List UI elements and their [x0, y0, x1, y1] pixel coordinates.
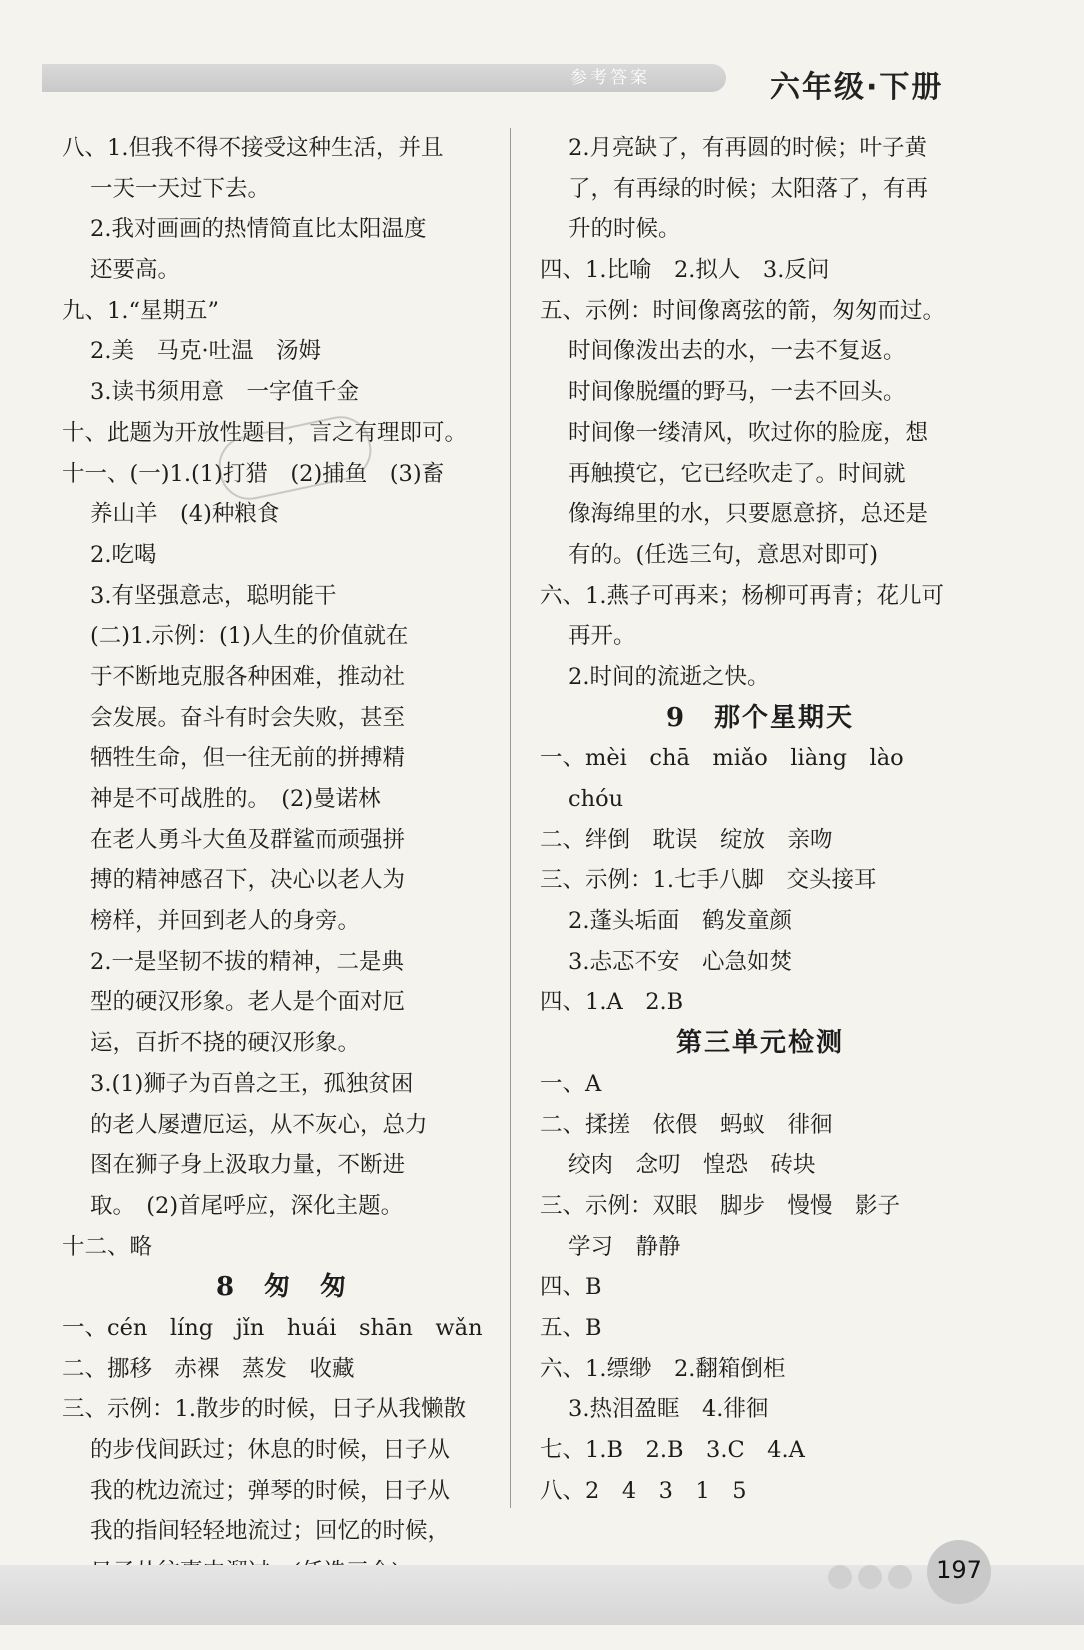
answer-line: 图在狮子身上汲取力量，不断进	[90, 1152, 406, 1179]
answer-line: chóu	[568, 786, 624, 812]
answer-line: 七、1.B 2.B 3.C 4.A	[540, 1437, 805, 1463]
answer-line: 的步伐间跃过；休息的时候，日子从	[90, 1437, 451, 1463]
answer-line: 时间像泼出去的水，一去不复返。	[568, 338, 906, 365]
answer-line: 养山羊 (4)种粮食	[90, 501, 280, 528]
header-tag: 参考答案	[570, 68, 650, 88]
answer-line: 于不断地克服各种困难，推动社	[90, 663, 406, 690]
answer-line: 运，百折不挠的硬汉形象。	[90, 1030, 361, 1057]
answer-line: 再开。	[568, 623, 636, 650]
answer-line: 一天一天过下去。	[90, 175, 271, 202]
answer-line: 在老人勇斗大鱼及群鲨而顽强拼	[90, 826, 406, 853]
answer-line: 3.热泪盈眶 4.徘徊	[568, 1396, 769, 1423]
section-heading: 8 匆 匆	[215, 1272, 349, 1303]
answer-line: 时间像一缕清风，吹过你的脸庞，想	[568, 419, 929, 446]
answer-line: 四、1.A 2.B	[540, 989, 684, 1016]
answer-line: 有的。(任选三句，意思对即可)	[568, 541, 879, 568]
footer-dot	[858, 1565, 882, 1589]
answer-line: 3.有坚强意志，聪明能干	[90, 582, 337, 609]
answer-line: 一、cén líng jǐn huái shān wǎn	[62, 1314, 483, 1341]
answer-line: 六、1.缥缈 2.翻箱倒柜	[540, 1355, 786, 1382]
answer-line: 九、1.“星期五”	[62, 297, 219, 324]
answer-line: 十二、略	[62, 1233, 153, 1260]
answer-line: 像海绵里的水，只要愿意挤，总还是	[568, 501, 929, 528]
answer-line: 3.忐忑不安 心急如焚	[568, 948, 792, 975]
answer-line: 八、2 4 3 1 5	[540, 1477, 747, 1504]
answer-line: 五、示例：时间像离弦的箭，匆匆而过。	[540, 297, 946, 324]
page-number: 197	[936, 1556, 982, 1584]
answer-line: 二、绊倒 耽误 绽放 亲吻	[540, 826, 833, 853]
answer-line: 四、1.比喻 2.拟人 3.反问	[540, 257, 830, 284]
answer-line: 取。 (2)首尾呼应，深化主题。	[90, 1192, 404, 1219]
footer-band	[0, 1565, 1084, 1625]
answer-line: 3.(1)狮子为百兽之王，孤独贫困	[90, 1070, 414, 1097]
grade-title: 六年级·下册	[770, 70, 944, 105]
answer-line: 2.一是坚韧不拔的精神，二是典	[90, 948, 404, 975]
answer-line: 五、B	[540, 1314, 602, 1341]
answer-line: 再触摸它，它已经吹走了。时间就	[568, 460, 906, 487]
section-heading: 9 那个星期天	[665, 702, 855, 733]
answer-line: 八、1.但我不得不接受这种生活，并且	[62, 135, 444, 161]
answer-line: 神是不可战胜的。 (2)曼诺林	[90, 786, 381, 812]
answer-line: 三、示例：1.散步的时候，日子从我懒散	[62, 1396, 466, 1423]
answer-line: 十一、(一)1.(1)打猎 (2)捕鱼 (3)畜	[62, 460, 445, 487]
answer-line: 2.时间的流逝之快。	[568, 663, 770, 690]
answer-line: 一、mèi chā miǎo liàng lào	[540, 745, 904, 772]
answer-line: 型的硬汉形象。老人是个面对厄	[90, 989, 406, 1016]
answer-line: 榜样，并回到老人的身旁。	[90, 908, 361, 935]
answer-line: 二、揉搓 依偎 蚂蚁 徘徊	[540, 1111, 833, 1138]
footer-dot	[888, 1565, 912, 1589]
answer-line: 3.读书须用意 一字值千金	[90, 379, 359, 406]
answer-line: 十、此题为开放性题目，言之有理即可。	[62, 419, 468, 446]
answer-line: 搏的精神感召下，决心以老人为	[90, 867, 406, 894]
footer-dot	[828, 1565, 852, 1589]
answer-line: 2.蓬头垢面 鹤发童颜	[568, 908, 792, 935]
answer-line: 的老人屡遭厄运，从不灰心，总力	[90, 1111, 428, 1138]
answer-line: 我的指间轻轻地流过；回忆的时候，	[90, 1518, 451, 1545]
answer-line: 绞肉 念叨 惶恐 砖块	[568, 1152, 816, 1179]
answer-line: 一、A	[540, 1070, 602, 1097]
answer-line: 四、B	[540, 1274, 602, 1301]
answer-line: 二、挪移 赤裸 蒸发 收藏	[62, 1355, 355, 1382]
answer-line: 三、示例：1.七手八脚 交头接耳	[540, 867, 877, 894]
watermark-glyphs	[400, 810, 720, 910]
section-heading: 第三单元检测	[675, 1028, 844, 1059]
answer-line: 2.我对画画的热情简直比太阳温度	[90, 216, 427, 243]
answer-line: 三、示例：双眼 脚步 慢慢 影子	[540, 1192, 901, 1219]
answer-line: 还要高。	[90, 257, 181, 284]
answer-line: 学习 静静	[568, 1233, 681, 1260]
answer-line: 六、1.燕子可再来；杨柳可再青；花儿可	[540, 582, 944, 609]
answer-line: 2.吃喝	[90, 541, 157, 568]
answer-line: 2.月亮缺了，有再圆的时候；叶子黄	[568, 135, 927, 161]
answer-line: 时间像脱缰的野马，一去不回头。	[568, 379, 906, 406]
answer-line: 了，有再绿的时候；太阳落了，有再	[568, 175, 929, 202]
answer-line: 我的枕边流过；弹琴的时候，日子从	[90, 1477, 451, 1504]
answer-line: 牺牲生命，但一往无前的拼搏精	[90, 745, 406, 772]
answer-line: (二)1.示例：(1)人生的价值就在	[90, 623, 409, 650]
watermark	[400, 810, 720, 931]
answer-line: 会发展。奋斗有时会失败，甚至	[90, 704, 406, 731]
answer-line: 2.美 马克·吐温 汤姆	[90, 338, 322, 365]
answer-line: 升的时候。	[568, 216, 681, 243]
